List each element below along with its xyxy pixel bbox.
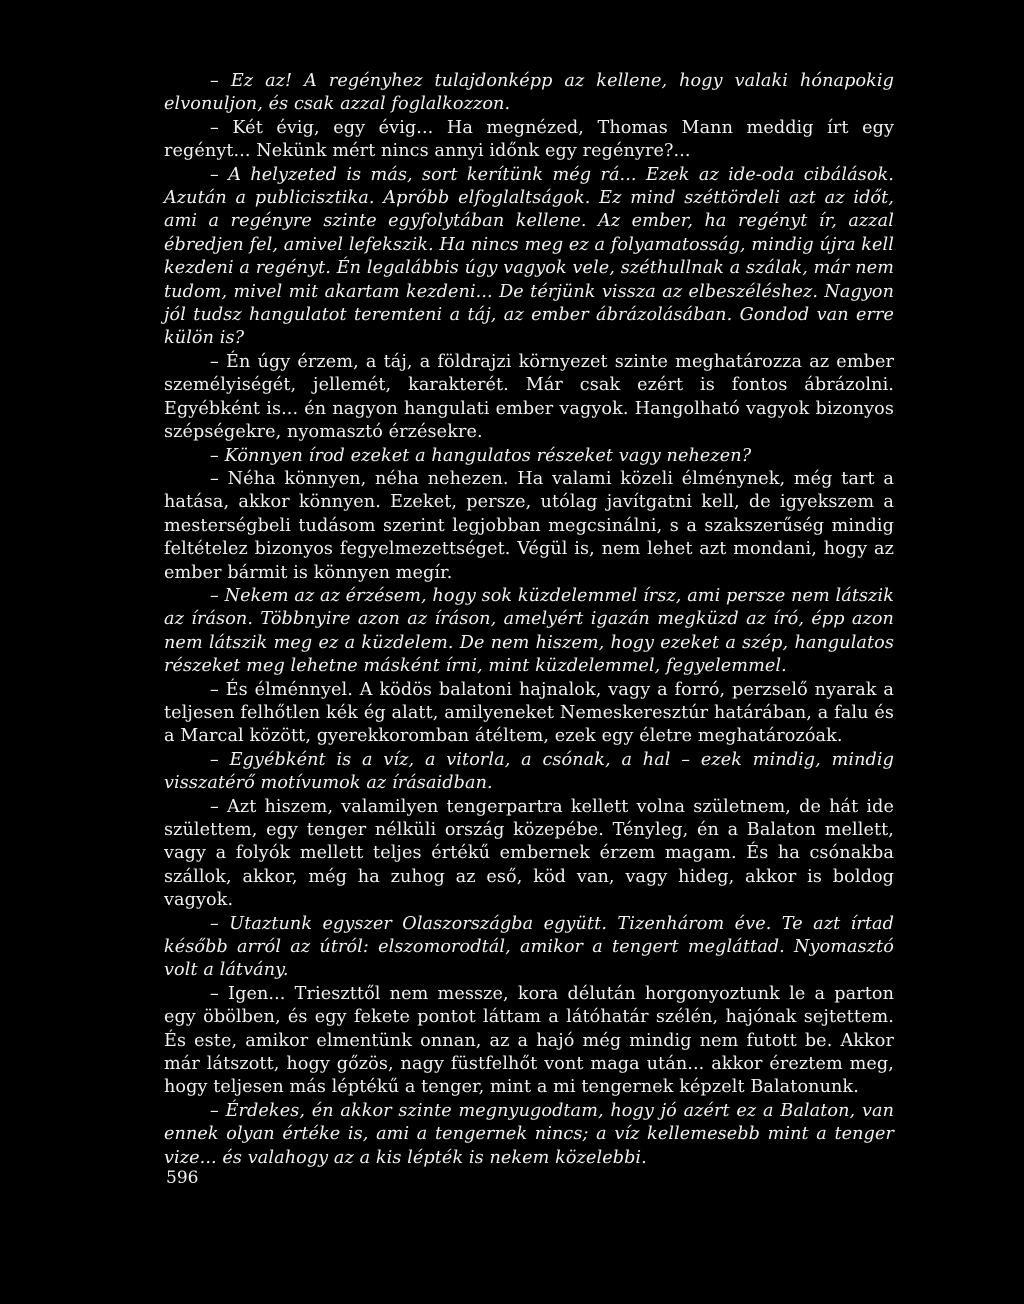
paragraph-10: – Azt hiszem, valamilyen tengerpartra kellett volna születnem, de hát ide születtem, egy tenger nélküli ország közepébe. Tényleg, én a Balaton mellett, vagy a folyók mellett teljes értékű embernek érzem magam. És ha csónakba szállok, akkor, még ha zuhog az eső, köd van, vagy hideg, akkor is boldog vagyok. xyxy=(164,796,894,911)
paragraph-9: – Egyébként is a víz, a vitorla, a csónak, a hal – ezek mindig, mindig visszatérő motívumok az írásaidban. xyxy=(164,749,894,794)
paragraph-4: – Én úgy érzem, a táj, a földrajzi környezet szinte meghatározza az ember személyiségét, jellemét, karakterét. Már csak ezért is fontos ábrázolni. Egyébként is... én nagyon hangulati ember vagyok. Hangolható vagyok bizonyos szépségekre, nyomasztó érzésekre. xyxy=(164,351,894,443)
paragraph-11: – Utaztunk egyszer Olaszországba együtt. Tizenhárom éve. Te azt írtad később arról az útról: elszomorodtál, amikor a tengert megláttad. Nyomasztó volt a látvány. xyxy=(164,913,894,981)
paragraph-6: – Néha könnyen, néha nehezen. Ha valami közeli élménynek, még tart a hatása, akkor könnyen. Ezeket, persze, utólag javítgatni kell, de igyekszem a mesterségbeli tudásom szerint legjobban megcsinálni, s a szakszerűség mindig feltételez bizonyos fegyelmezettséget. Végül is, nem lehet azt mondani, hogy az ember bármit is könnyen megír. xyxy=(164,468,894,583)
paragraph-7: – Nekem az az érzésem, hogy sok küzdelemmel írsz, ami persze nem látszik az íráson. Többnyire azon az íráson, amelyért igazán megküzd az író, épp azon nem látszik meg ez a küzdelem. De nem hiszem, hogy ezeket a szép, hangulatos részeket meg lehetne másként írni, mint küzdelemmel, fegyelemmel. xyxy=(164,585,894,677)
paragraph-2: – Két évig, egy évig... Ha megnézed, Thomas Mann meddig írt egy regényt... Nekünk mért nincs annyi időnk egy regényre?... xyxy=(164,117,894,162)
paragraph-13: – Érdekes, én akkor szinte megnyugodtam, hogy jó azért ez a Balaton, van ennek olyan értéke is, ami a tengernek nincs; a víz kellemesebb mint a tenger vize... és valahogy az a kis lépték is nekem közelebbi. xyxy=(164,1100,894,1168)
interview-text xyxy=(164,70,894,1170)
paragraph-5: – Könnyen írod ezeket a hangulatos részeket vagy nehezen? xyxy=(210,445,752,466)
paragraph-1: – Ez az! A regényhez tulajdonképp az kellene, hogy valaki hónapokig elvonuljon, és csak azzal foglalkozzon. xyxy=(164,71,894,115)
paragraph-12: – Igen... Trieszttől nem messze, kora délután horgonyoztunk le a parton egy öbölben, és egy fekete pontot láttam a látóhatár szélén, hajónak sejtettem. És este, amikor elmentünk onnan, az a hajó még mindig nem futott be. Akkor már látszott, hogy gőzös, nagy füstfelhőt vont maga után... akkor éreztem meg, hogy teljesen más léptékű a tenger, mint a mi tengernek képzelt Balatonunk. xyxy=(164,983,894,1098)
paragraph-8: – És élménnyel. A ködös balatoni hajnalok, vagy a forró, perzselő nyarak a teljesen felhőtlen kék ég alatt, amilyeneket Nemeskeresztúr határában, a falu és a Marcal között, gyerekkoromban átéltem, ezek egy életre meghatározóak. xyxy=(164,679,894,747)
paragraph-3: – A helyzeted is más, sort kerítünk még rá... Ezek az ide-oda cibálások. Azután a publicisztika. Apróbb elfoglaltságok. Ez mind széttördeli azt az időt, ami a regényre szinte egyfolytában kellene. Az ember, ha regényt ír, azzal ébredjen fel, amivel lefekszik. Ha nincs meg ez a folyamatosság, mindig újra kell kezdeni a regényt. Én legalábbis úgy vagyok vele, széthullnak a szálak, már nem tudom, mivel mit akartam kezdeni... De térjünk vissza az elbeszéléshez. Nagyon jól tudsz hangulatot teremteni a táj, az ember ábrázolásában. Gondod van erre külön is? xyxy=(164,164,894,349)
page-number: 596 xyxy=(166,1168,199,1188)
